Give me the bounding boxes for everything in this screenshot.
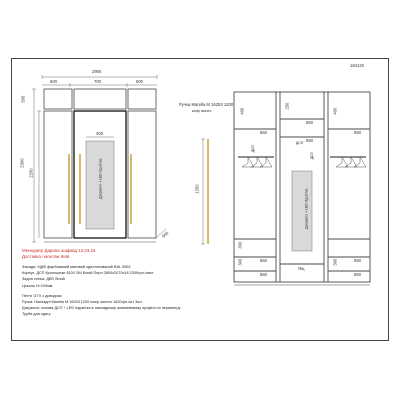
handle-title: Ручка Marella M 16253 1200 — [179, 102, 234, 107]
note-line: Задня стінка: ДВП білий — [22, 277, 65, 282]
cross-label-3: ДСП — [309, 152, 314, 160]
drawing-sheet — [11, 58, 389, 341]
note-line: Цоколь Н=100мм — [22, 283, 53, 288]
height-body-label: 2200 — [28, 168, 34, 178]
mirror-label-interior: Дзеркало + LED підсвітка — [304, 188, 309, 229]
shelf-depth-5: 560 — [260, 258, 267, 263]
cross-label-1: ДСП — [250, 145, 255, 153]
interior-view — [234, 92, 370, 285]
shelf-depth-4: 560 — [354, 130, 361, 135]
shelf-depth-8: 560 — [354, 272, 361, 277]
note-line: Ручка: Накладні Marella M 16253 1200 колір золото 1620грн./шт 3шт. — [22, 300, 143, 305]
top-shelf-height-2: 250 — [284, 102, 290, 110]
note-line: Труба для одягу — [22, 312, 51, 317]
width-part-label-1: 600 — [50, 79, 57, 84]
handle-length-label: 1200 — [194, 184, 200, 194]
mirror-label-front: Дзеркало + LED підсвітка — [98, 158, 103, 199]
height-top-label: 500 — [20, 95, 26, 103]
lower-height-1: 300 — [237, 241, 243, 249]
note-line: Фасади: МДФ фарбований матовий однотонований RAL 9003 — [22, 265, 131, 269]
lower-height-3: 300 — [332, 258, 338, 266]
delivery-line: Доставка і монтаж Київ — [22, 254, 70, 259]
top-shelf-height-3: 400 — [332, 107, 338, 115]
height-total-label: 2300 — [19, 158, 25, 168]
shelf-depth-2: 560 — [306, 120, 313, 125]
shelf-depth-3: 560 — [306, 138, 313, 143]
note-line: Петлі: GTV з доводчик — [22, 293, 62, 298]
doc-number: 184120 — [350, 63, 364, 68]
cross-label-2: ДСП — [296, 141, 304, 145]
hanger-icon — [242, 157, 366, 167]
depth-label: 600 — [160, 230, 170, 239]
width-total-label: 2900 — [92, 69, 102, 74]
note-line: Корпус: ДСП Кроношпан 8100 SM Білий Перл 2800х2070х18 2300грн./лист — [22, 271, 154, 276]
note-line: Дзеркало: основа ДСП + LED підсвітка в накладному алюмінієвому профілі по периметру — [22, 306, 181, 311]
top-shelf-height-1: 400 — [239, 107, 245, 115]
shelf-depth-1: 560 — [260, 130, 267, 135]
spec-notes — [22, 264, 322, 318]
width-part-label-2: 700 — [94, 79, 101, 84]
shelf-depth-6: 560 — [354, 258, 361, 263]
width-part-label-3: 600 — [136, 79, 143, 84]
lower-height-2: 300 — [237, 258, 243, 266]
mirror-width-label: 300 — [96, 131, 103, 136]
handle-subtitle: колір золото — [192, 109, 212, 113]
manager-line: Менеджер Дарина шафмід 12.03.24 — [22, 248, 96, 253]
drawer-label: Ящ — [298, 266, 305, 271]
shelf-depth-7: 560 — [260, 272, 267, 277]
